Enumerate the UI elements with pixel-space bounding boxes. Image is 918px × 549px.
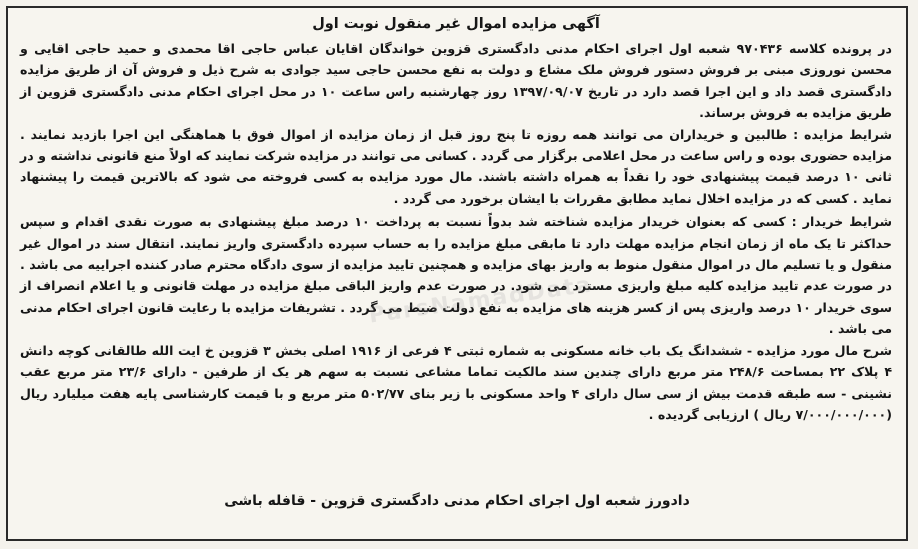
notice-frame	[6, 6, 908, 541]
watermark-logo: ParsNamadData	[367, 272, 595, 329]
paragraph-case: در پرونده کلاسه ۹۷۰۴۳۶ شعبه اول اجرای احکام مدنی دادگستری قزوین خواندگان اقایان عباس حاجی اقا محمدی و حمید حاجی اقایی و محسن نوروزی مبنی بر فروش دستور فروش ملک مشاع و دولت به نفع محسن حاجی سید جوادی به شرح ذیل و فروش آن از طریق مزایده دادگستری قصد داد و این اجرا قصد دارد در تاریخ ۱۳۹۷/۰۹/۰۷ روز چهارشنبه راس ساعت ۱۰ در محل اجرای احکام مدنی دادگستری قزوین از طریق مزایده به فروش برساند.	[20, 41, 892, 121]
paragraph-auction-conditions: شرایط مزایده : طالبین و خریداران می توانند همه روزه تا پنج روز قبل از زمان مزایده از اموال فوق با هماهنگی این اجرا بازدید نمایند . مزایده حضوری بوده و راس ساعت در محل اعلامی برگزار می گردد . کسانی می توانند در مزایده شرکت نمایند که اولاً منع قانونی نداشته و در ثانی ۱۰ درصد قیمت پیشنهادی خود را نقداً به همراه داشته باشند. مال مورد مزایده به کسی فروخته می شود که بالاترین قیمت را پیشنهاد نماید . کسی که در مزایده اخلال نماید مطابق مقررات با ایشان برخورد می گردد .	[20, 126, 892, 206]
paragraph-buyer-conditions: شرایط خریدار : کسی که بعنوان خریدار مزایده شناخته شد بدواً نسبت به پرداخت ۱۰ درصد مبلغ پیشنهادی به صورت نقدی اقدام و سپس حداکثر تا یک ماه از زمان انجام مزایده مهلت دارد تا مابقی مبلغ مزایده را به حساب سپرده دادگستری واریز نمایند. انتقال سند در اموال غیر منقول و یا تسلیم مال در اموال منقول منوط به واریز بهای مزایده و همچنین تایید مزایده از سوی دادگاه محترم صادر کننده اجراییه می باشد . در صورت عدم تایید مزایده کلیه مبلغ واریزی مسترد می شود. در صورت عدم واریز الباقی مبلغ مزایده در مهلت قانونی و یا اعلام انصراف از سوی خریدار ۱۰ درصد واریزی پس از کسر هزینه های مزایده به نفع دولت ضبط می گردد . تشریفات مزایده با رعایت قانون اجرای احکام مدنی می باشد .	[20, 214, 893, 337]
notice-title: آگهی مزایده اموال غیر منقول نوبت اول	[312, 16, 600, 32]
signature-line: دادورز شعبه اول اجرای احکام مدنی دادگستری قزوین - قافله باشی	[224, 493, 690, 509]
paragraph-property-description: شرح مال مورد مزایده - ششدانگ یک باب خانه مسکونی به شماره ثبتی ۴ فرعی از ۱۹۱۶ اصلی بخش ۳ قزوین خ ایت الله طالقانی کوچه دانش ۴ پلاک ۲۲ بمساحت ۲۴۸/۶ متر مربع دارای چندین سند مالکیت تماما مشاعی نسبت به سهم هر یک از طرفین - دارای ۲۳/۶ متر مربع عقب نشینی - سه طبقه قدمت بیش از سی سال دارای ۴ واحد مسکونی با زیر بنای ۵۰۲/۷۷ متر مربع و با قیمت کارشناسی پایه هفت میلیارد ریال (۷/۰۰۰/۰۰۰/۰۰۰ ریال ) ارزیابی گردیده .	[20, 342, 893, 422]
notice-body	[8, 8, 906, 539]
